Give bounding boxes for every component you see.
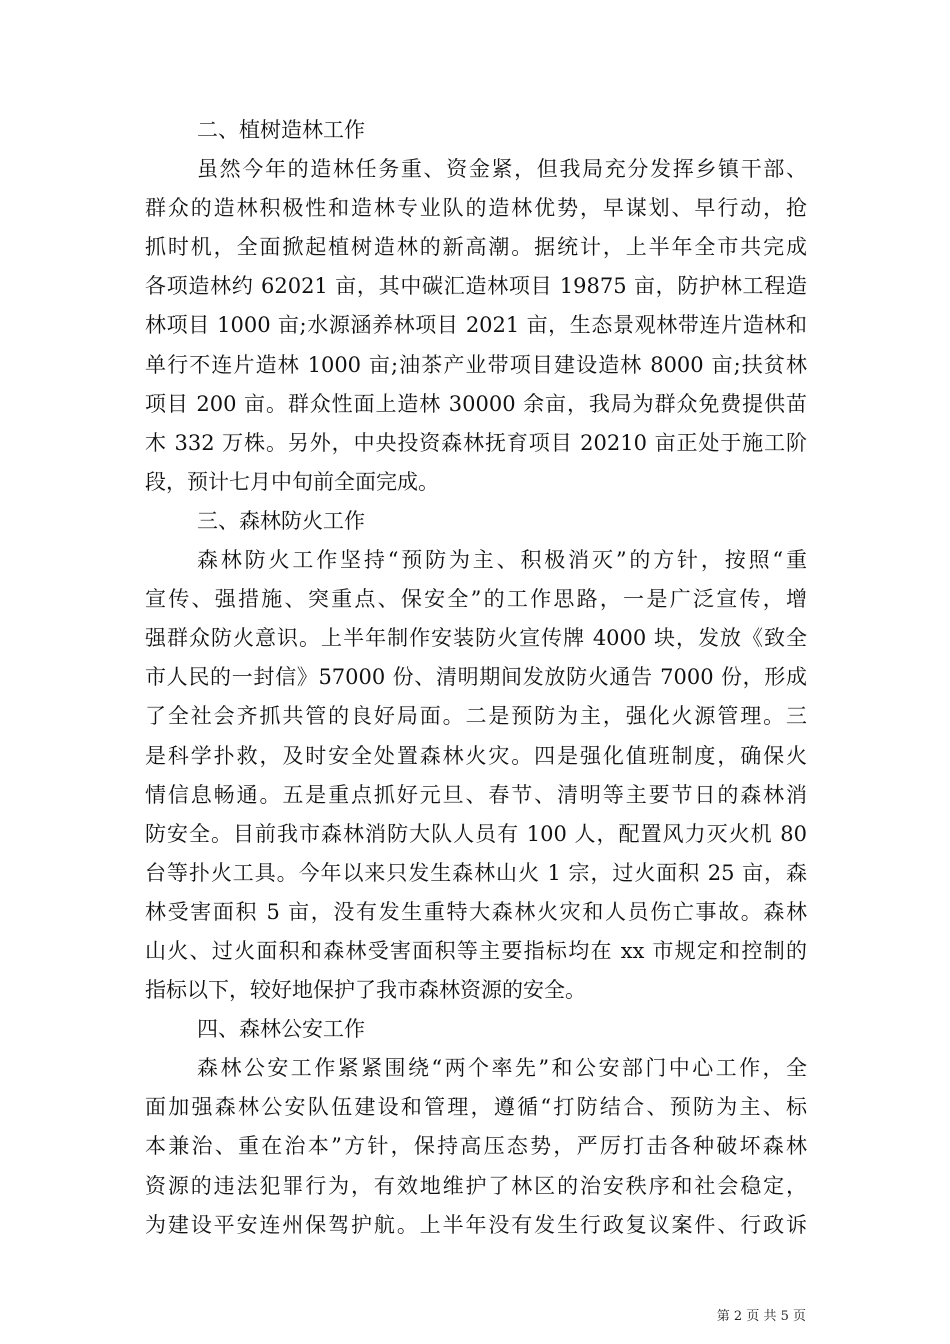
- paragraph-line: 台等扑火工具。今年以来只发生森林山火 1 宗，过火面积 25 亩，森: [145, 860, 807, 885]
- paragraph-line: 本兼治、重在治本”方针，保持高压态势，严厉打击各种破坏森林: [145, 1134, 807, 1159]
- paragraph-line: 虽然今年的造林任务重、资金紧，但我局充分发挥乡镇干部、: [197, 157, 807, 182]
- section-heading-forest-police: 四、森林公安工作: [197, 1017, 365, 1042]
- paragraph-line: 森林公安工作紧紧围绕“两个率先”和公安部门中心工作，全: [197, 1056, 807, 1081]
- section-heading-fire-prevention: 三、森林防火工作: [197, 508, 365, 533]
- paragraph-line: 市人民的一封信》57000 份、清明期间发放防火通告 7000 份，形成: [145, 665, 807, 690]
- paragraph-line: 宣传、强措施、突重点、保安全”的工作思路，一是广泛宣传，增: [145, 587, 807, 612]
- paragraph-line: 强群众防火意识。上半年制作安装防火宣传牌 4000 块，发放《致全: [145, 626, 807, 651]
- paragraph-line: 为建设平安连州保驾护航。上半年没有发生行政复议案件、行政诉: [145, 1212, 807, 1237]
- paragraph-line: 防安全。目前我市森林消防大队人员有 100 人，配置风力灭火机 80: [145, 821, 807, 846]
- paragraph-line: 段，预计七月中旬前全面完成。: [145, 469, 439, 494]
- paragraph-line: 林项目 1000 亩;水源涵养林项目 2021 亩，生态景观林带连片造林和: [145, 313, 807, 338]
- document-body: [145, 111, 807, 1245]
- page-number: 第 2 页 共 5 页: [716, 1309, 806, 1324]
- paragraph-line: 面加强森林公安队伍建设和管理，遵循“打防结合、预防为主、标: [145, 1095, 807, 1120]
- paragraph-line: 群众的造林积极性和造林专业队的造林优势，早谋划、早行动，抢: [145, 196, 807, 221]
- paragraph-line: 林受害面积 5 亩，没有发生重特大森林火灾和人员伤亡事故。森林: [145, 899, 807, 924]
- section-heading-afforestation: 二、植树造林工作: [197, 118, 365, 142]
- paragraph-line: 资源的违法犯罪行为，有效地维护了林区的治安秩序和社会稳定，: [145, 1173, 807, 1198]
- paragraph-line: 是科学扑救，及时安全处置森林火灾。四是强化值班制度，确保火: [145, 743, 807, 768]
- paragraph-line: 项目 200 亩。群众性面上造林 30000 余亩，我局为群众免费提供苗: [145, 391, 807, 416]
- paragraph-line: 各项造林约 62021 亩，其中碳汇造林项目 19875 亩，防护林工程造: [145, 274, 807, 299]
- paragraph-line: 单行不连片造林 1000 亩;油茶产业带项目建设造林 8000 亩;扶贫林: [145, 352, 807, 377]
- paragraph-line: 木 332 万株。另外，中央投资森林抚育项目 20210 亩正处于施工阶: [145, 430, 807, 455]
- paragraph-line: 情信息畅通。五是重点抓好元旦、春节、清明等主要节日的森林消: [145, 782, 807, 807]
- paragraph-line: 森林防火工作坚持“预防为主、积极消灭”的方针，按照“重: [197, 548, 807, 573]
- paragraph-line: 指标以下，较好地保护了我市森林资源的安全。: [145, 978, 586, 1003]
- paragraph-line: 抓时机，全面掀起植树造林的新高潮。据统计，上半年全市共完成: [145, 235, 807, 260]
- paragraph-line: 山火、过火面积和森林受害面积等主要指标均在 xx 市规定和控制的: [145, 938, 807, 963]
- paragraph-line: 了全社会齐抓共管的良好局面。二是预防为主，强化火源管理。三: [145, 704, 807, 729]
